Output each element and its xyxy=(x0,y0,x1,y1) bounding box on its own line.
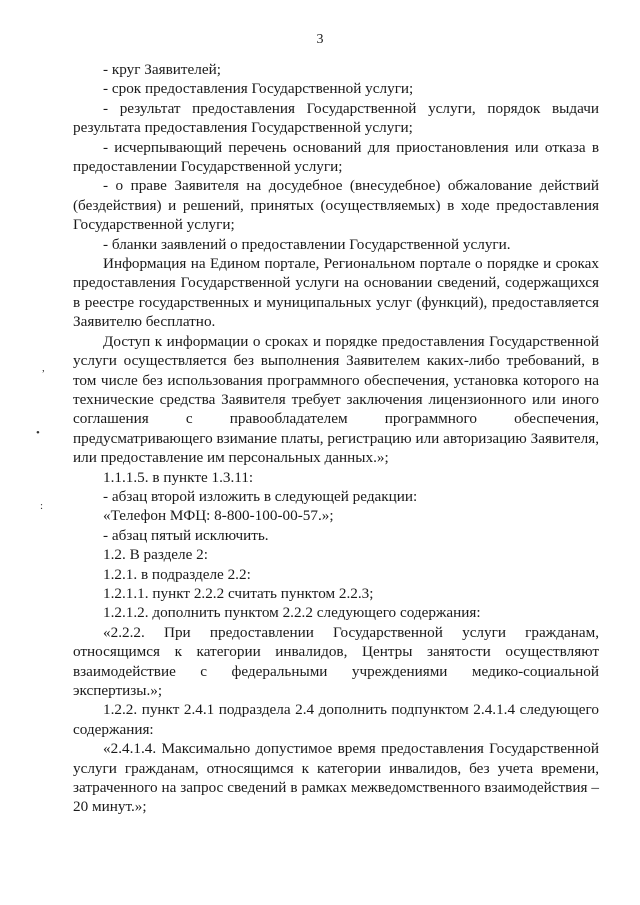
paragraph: Информация на Едином портале, Региональном портале о порядке и сроках предоставления Государственной услуги на основании сведений, содержащихся в реестре государственных и муниципальных услуг (функций), предоставляется Заявителю бесплатно. xyxy=(73,255,599,331)
margin-mark: , xyxy=(42,362,45,374)
paragraph: Доступ к информации о сроках и порядке предоставления Государственной услуги осуществляется без выполнения Заявителем каких-либо требований, в том числе без использования программного обеспечения, установка которого на технические средства Заявителя требует заключения лицензионного или иного соглашения с правообладателем программного обеспечения, предусматривающего взимание платы, регистрацию или авторизацию Заявителя, или предоставление им персональных данных.»; xyxy=(73,332,599,467)
paragraph: 1.1.1.5. в пункте 1.3.11: xyxy=(103,468,254,486)
paragraph: - круг Заявителей; xyxy=(103,61,221,78)
paragraph: - бланки заявлений о предоставлении Государственной услуги. xyxy=(103,235,511,253)
paragraph: «2.2.2. При предоставлении Государственной услуги гражданам, относящимся к категории инвалидов, Центры занятости осуществляют взаимодействие с федеральными учреждениями медико-социальной экспертизы.»; xyxy=(73,623,599,699)
document-body xyxy=(73,60,599,817)
page-number: 3 xyxy=(316,32,324,47)
paragraph: «Телефон МФЦ: 8-800-100-00-57.»; xyxy=(103,507,334,525)
margin-mark: • xyxy=(36,427,40,439)
paragraph: - исчерпывающий перечень оснований для приостановления или отказа в предоставлении Государственной услуги; xyxy=(73,138,599,176)
paragraph: - абзац пятый исключить. xyxy=(103,526,269,544)
paragraph: 1.2.1.2. дополнить пунктом 2.2.2 следующего содержания: xyxy=(103,604,481,622)
paragraph: 1.2.2. пункт 2.4.1 подраздела 2.4 дополнить подпунктом 2.4.1.4 следующего содержания: xyxy=(73,701,599,738)
paragraph: - абзац второй изложить в следующей редакции: xyxy=(103,487,418,505)
paragraph: - срок предоставления Государственной услуги; xyxy=(103,80,414,98)
paragraph: «2.4.1.4. Максимально допустимое время предоставления Государственной услуги гражданам, относящимся к категории инвалидов, без учета времени, затраченного на запрос сведений в рамках межведомственного взаимодействия – 20 минут.»; xyxy=(73,740,599,816)
margin-mark: : xyxy=(40,500,44,512)
paragraph: 1.2. В разделе 2: xyxy=(103,546,208,564)
paragraph: - результат предоставления Государственной услуги, порядок выдачи результата предоставления Государственной услуги; xyxy=(73,99,599,137)
paragraph: 1.2.1. в подразделе 2.2: xyxy=(103,565,251,583)
paragraph: 1.2.1.1. пункт 2.2.2 считать пунктом 2.2.3; xyxy=(103,584,374,602)
paragraph: - о праве Заявителя на досудебное (внесудебное) обжалование действий (бездействия) и решений, принятых (осуществляемых) в ходе предоставления Государственной услуги; xyxy=(73,177,599,234)
